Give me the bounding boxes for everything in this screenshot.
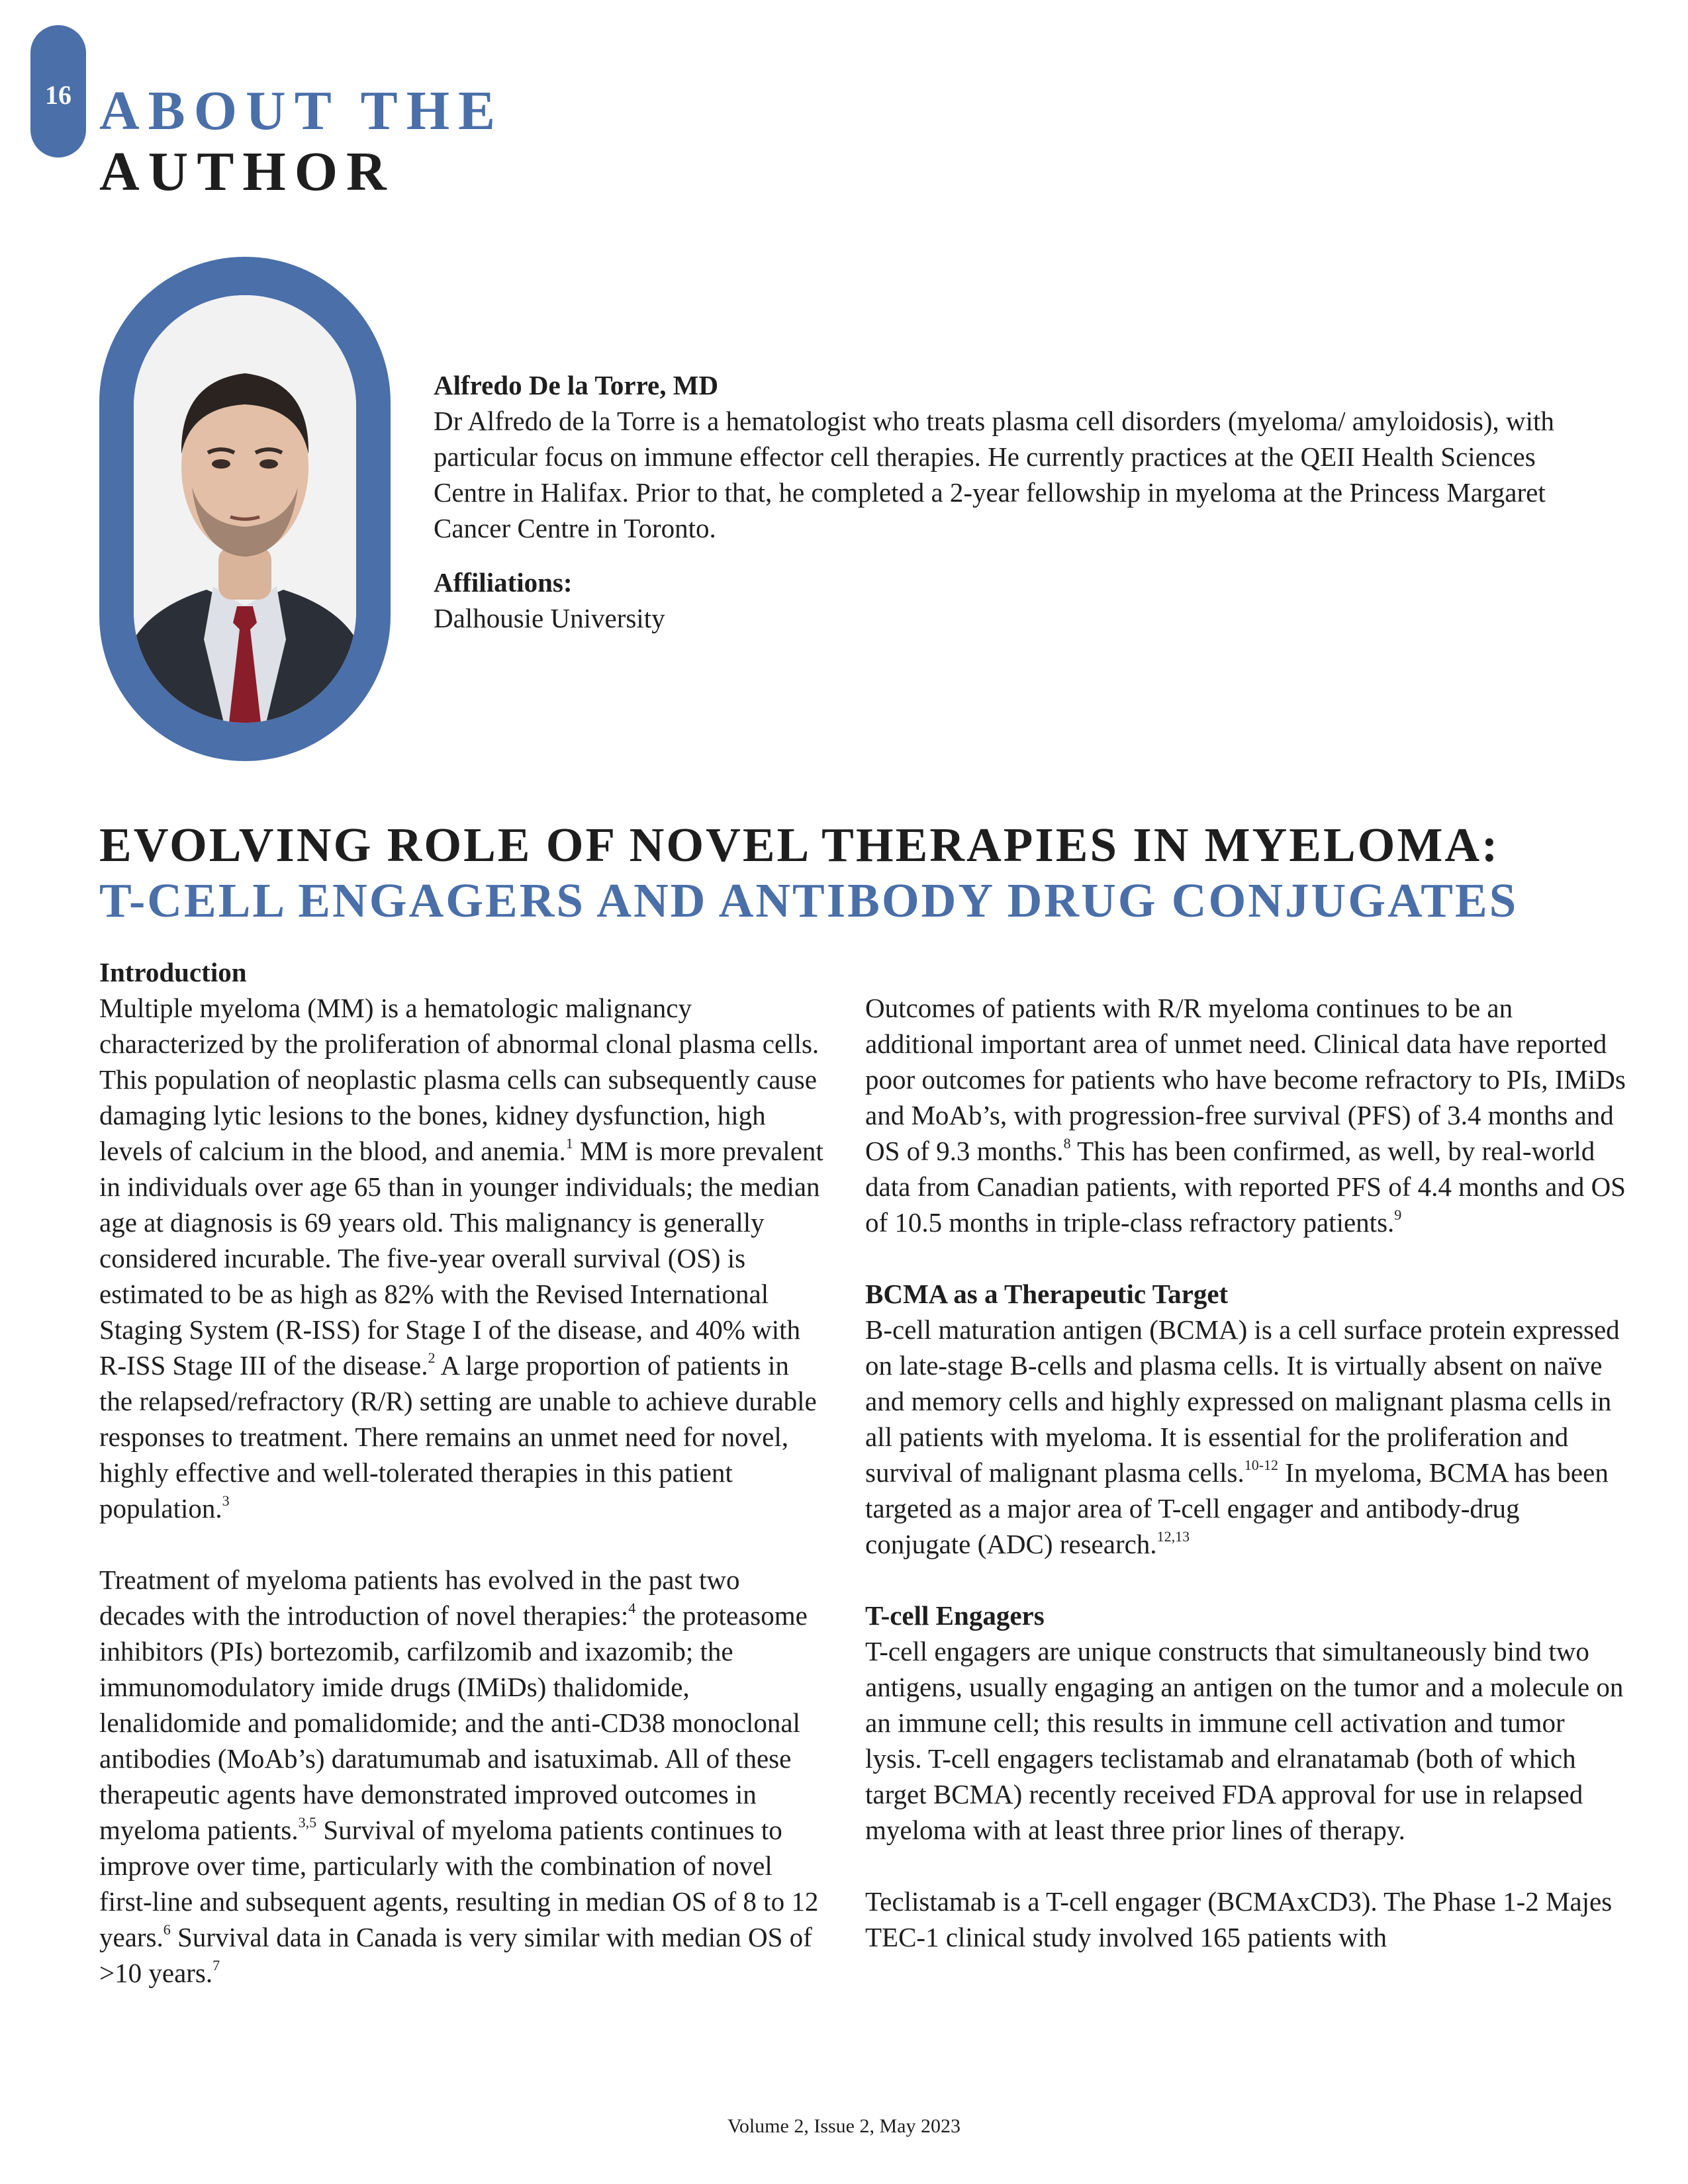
- affiliations-text: Dalhousie University: [434, 603, 665, 633]
- left-column: [99, 954, 827, 2026]
- text-run: Survival of myeloma patients continues to improve over time, particularly with the combination of novel first-line and subsequent agents, resulting in median OS of 8 to 12 years.: [99, 1815, 819, 1952]
- text-run: Treatment of myeloma patients has evolved in the past two decades with the introduction of novel therapies:: [99, 1565, 740, 1631]
- article-title: [99, 817, 1622, 929]
- affiliations-heading: Affiliations:: [434, 567, 573, 598]
- text-run: Outcomes of patients with R/R myeloma continues to be an additional important area of unmet need. Clinical data have reported poor outcomes for patients who have become refractory to PIs, IMiDs and MoAb’s, with progression-free survival (PFS) of 3.4 months and OS of 9.3 months.: [865, 993, 1626, 1166]
- citation: 1: [565, 1135, 573, 1152]
- text-run: B-cell maturation antigen (BCMA) is a cell surface protein expressed on late-stage B-cells and plasma cells. It is virtually absent on naïve and memory cells and highly expressed on malignant plasma cells in all patients with myeloma. It is essential for the proliferation and survival of malignant plasma cells.: [865, 1314, 1620, 1488]
- author-name: Alfredo De la Torre, MD: [434, 370, 719, 400]
- citation: 3,5: [298, 1814, 317, 1831]
- text-run: A large proportion of patients in the relapsed/refractory (R/R) setting are unable to achieve durable responses to treatment. There remains an unmet need for novel, highly effective and well-tolerated therapies in this patient population.: [99, 1350, 817, 1524]
- teclistamab-paragraph: Teclistamab is a T-cell engager (BCMAxCD3). The Phase 1-2 Majes TEC-1 clinical study involved 165 patients with: [865, 1886, 1613, 1952]
- citation: 9: [1394, 1206, 1402, 1223]
- author-photo: [134, 295, 356, 723]
- bcma-heading: BCMA as a Therapeutic Target: [865, 1279, 1229, 1309]
- outcomes-paragraph: [865, 990, 1626, 1240]
- citation: 12,13: [1156, 1528, 1190, 1545]
- article-title-line2: T-CELL ENGAGERS AND ANTIBODY DRUG CONJUGATES: [99, 874, 1519, 927]
- page-number: 16: [45, 80, 71, 110]
- citation: 6: [163, 1921, 171, 1938]
- article-title-line1: EVOLVING ROLE OF NOVEL THERAPIES IN MYELOMA:: [99, 818, 1500, 872]
- right-column: [865, 990, 1626, 1991]
- tcell-engagers-section: [865, 1598, 1626, 1848]
- page-footer: Volume 2, Issue 2, May 2023: [727, 2115, 961, 2137]
- introduction-heading: Introduction: [99, 957, 247, 987]
- author-bio: [434, 367, 1599, 636]
- text-run: T-cell engagers are unique constructs that simultaneously bind two antigens, usually engaging an antigen on the tumor and a molecule on an immune cell; this results in immune cell activation and tumor lysis. T-cell engagers teclistamab and elranatamab (both of which target BCMA) recently received FDA approval for use in relapsed myeloma with at least three prior lines of therapy.: [865, 1636, 1624, 1845]
- text-run: Multiple myeloma (MM) is a hematologic malignancy characterized by the proliferation of abnormal clonal plasma cells. This population of neoplastic plasma cells can subsequently cause damaging lytic lesions to the bones, kidney dysfunction, high levels of calcium in the blood, and anemia.: [99, 993, 820, 1166]
- citation: 2: [428, 1349, 436, 1366]
- citation: 10-12: [1244, 1457, 1279, 1473]
- intro-paragraph-1: [99, 990, 827, 1526]
- text-run: MM is more prevalent in individuals over age 65 than in younger individuals; the median age at diagnosis is 69 years old. This malignancy is generally considered incurable. The five-year overall survival (OS) is estimated to be as high as 82% with the Revised International Staging System (R-ISS) for Stage I of the disease, and 40% with R-ISS Stage III of the disease.: [99, 1136, 823, 1381]
- bcma-section: [865, 1276, 1626, 1562]
- about-heading-line1: ABOUT THE: [99, 80, 504, 142]
- citation: 7: [212, 1957, 220, 1974]
- intro-paragraph-2: [99, 1562, 827, 1991]
- page-number-tab: [30, 25, 86, 158]
- author-portrait-frame: [99, 257, 391, 761]
- citation: 3: [222, 1492, 230, 1509]
- text-run: the proteasome inhibitors (PIs) bortezomib, carfilzomib and ixazomib; the immunomodulatory imide drugs (IMiDs) thalidomide, lenalidomide and pomalidomide; and the anti-CD38 monoclonal antibodies (MoAb’s) daratumumab and isatuximab. All of these therapeutic agents have demonstrated improved outcomes in myeloma patients.: [99, 1600, 808, 1845]
- text-run: This has been confirmed, as well, by real-world data from Canadian patients, with reported PFS of 4.4 months and OS of 10.5 months in triple-class refractory patients.: [865, 1136, 1626, 1238]
- citation: 4: [628, 1600, 636, 1616]
- author-bio-text: Dr Alfredo de la Torre is a hematologist who treats plasma cell disorders (myeloma/ amyloidosis), with particular focus on immune effector cell therapies. He currently practices at the QEII Health Sciences Centre in Halifax. Prior to that, he completed a 2-year fellowship in myeloma at the Princess Margaret Cancer Centre in Toronto.: [434, 406, 1554, 543]
- text-run: In myeloma, BCMA has been targeted as a major area of T-cell engager and antibody-drug conjugate (ADC) research.: [865, 1457, 1609, 1559]
- citation: 8: [1063, 1135, 1071, 1152]
- about-heading-line2: AUTHOR: [99, 141, 395, 203]
- about-the-author-heading: [99, 81, 504, 203]
- tcell-engagers-heading: T-cell Engagers: [865, 1600, 1045, 1631]
- text-run: Survival data in Canada is very similar with median OS of >10 years.: [99, 1922, 812, 1988]
